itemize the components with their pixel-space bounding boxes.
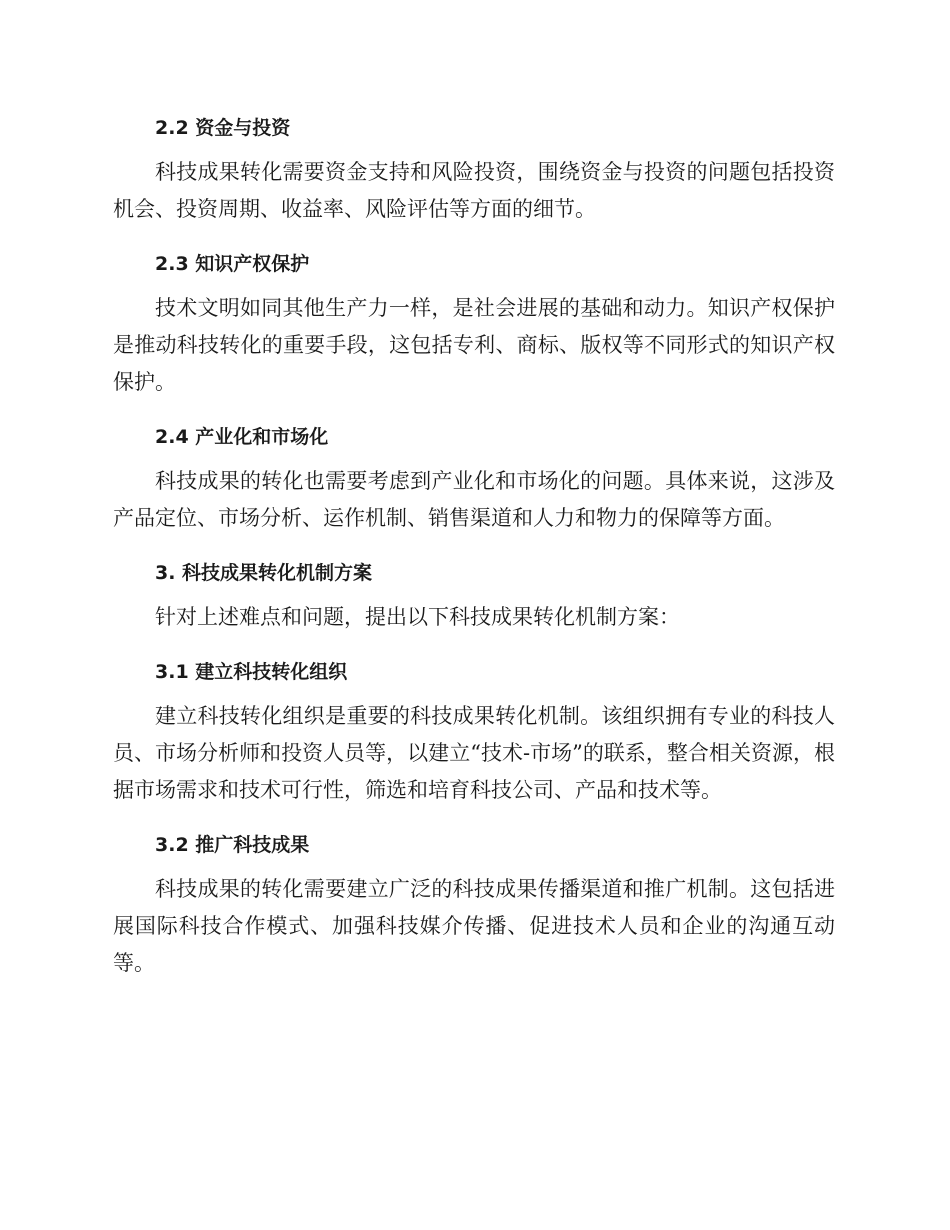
section-heading: 2.3 知识产权保护 <box>155 253 310 275</box>
section-paragraph: 技术文明如同其他生产力一样，是社会进展的基础和动力。知识产权保护是推动科技转化的重要手段，这包括专利、商标、版权等不同形式的知识产权保护。 <box>113 296 835 394</box>
section-paragraph: 建立科技转化组织是重要的科技成果转化机制。该组织拥有专业的科技人员、市场分析师和投资人员等，以建立“技术-市场”的联系，整合相关资源，根据市场需求和技术可行性，筛选和培育科技公司、产品和技术等。 <box>113 704 835 802</box>
section-heading: 3. 科技成果转化机制方案 <box>155 562 373 584</box>
section-paragraph: 科技成果的转化也需要考虑到产业化和市场化的问题。具体来说，这涉及产品定位、市场分析、运作机制、销售渠道和人力和物力的保障等方面。 <box>113 469 835 530</box>
section-heading: 3.1 建立科技转化组织 <box>155 661 348 683</box>
section-heading: 2.4 产业化和市场化 <box>155 426 329 448</box>
section-heading: 2.2 资金与投资 <box>155 117 291 139</box>
document-content <box>113 108 835 998</box>
section-paragraph: 科技成果转化需要资金支持和风险投资，围绕资金与投资的问题包括投资机会、投资周期、收益率、风险评估等方面的细节。 <box>113 160 835 221</box>
section-heading: 3.2 推广科技成果 <box>155 834 310 856</box>
section-paragraph: 科技成果的转化需要建立广泛的科技成果传播渠道和推广机制。这包括进展国际科技合作模式、加强科技媒介传播、促进技术人员和企业的沟通互动等。 <box>113 877 835 975</box>
section-paragraph: 针对上述难点和问题，提出以下科技成果转化机制方案： <box>155 605 680 629</box>
